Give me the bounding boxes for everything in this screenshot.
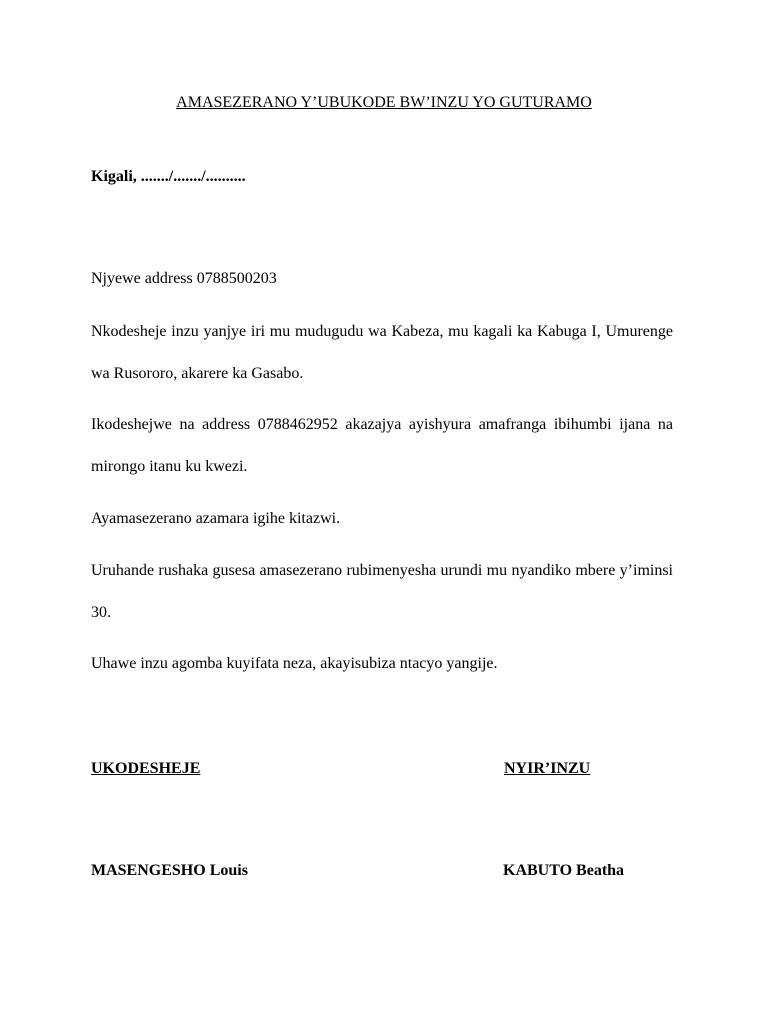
landlord-name: KABUTO Beatha: [503, 862, 625, 879]
paragraph-landlord: Njyewe address 0788500203: [91, 270, 277, 287]
paragraph-house-location: Nkodesheje inzu yanjye iri mu mudugudu wa Kabeza, mu kagali ka Kabuga I, Umurenge wa Rusororo, akarere ka Gasabo.: [91, 323, 673, 382]
paragraph-duration: Ayamasezerano azamara igihe kitazwi.: [91, 510, 341, 527]
place-date: Kigali, ......./......./..........: [91, 168, 246, 185]
paragraph-tenant-rent: Ikodeshejwe na address 0788462952 akazajya ayishyura amafranga ibihumbi ijana na mirongo itanu ku kwezi.: [91, 416, 673, 475]
document-title: AMASEZERANO Y’UBUKODE BW’INZU YO GUTURAMO: [176, 94, 592, 111]
landlord-signature-heading: NYIR’INZU: [504, 760, 591, 777]
tenant-signature-heading: UKODESHEJE: [91, 760, 201, 777]
tenant-name: MASENGESHO Louis: [91, 862, 248, 879]
paragraph-termination: Uruhande rushaka gusesa amasezerano rubimenyesha urundi mu nyandiko mbere y’iminsi 30.: [91, 562, 673, 621]
paragraph-care: Uhawe inzu agomba kuyifata neza, akayisubiza ntacyo yangije.: [91, 655, 498, 672]
